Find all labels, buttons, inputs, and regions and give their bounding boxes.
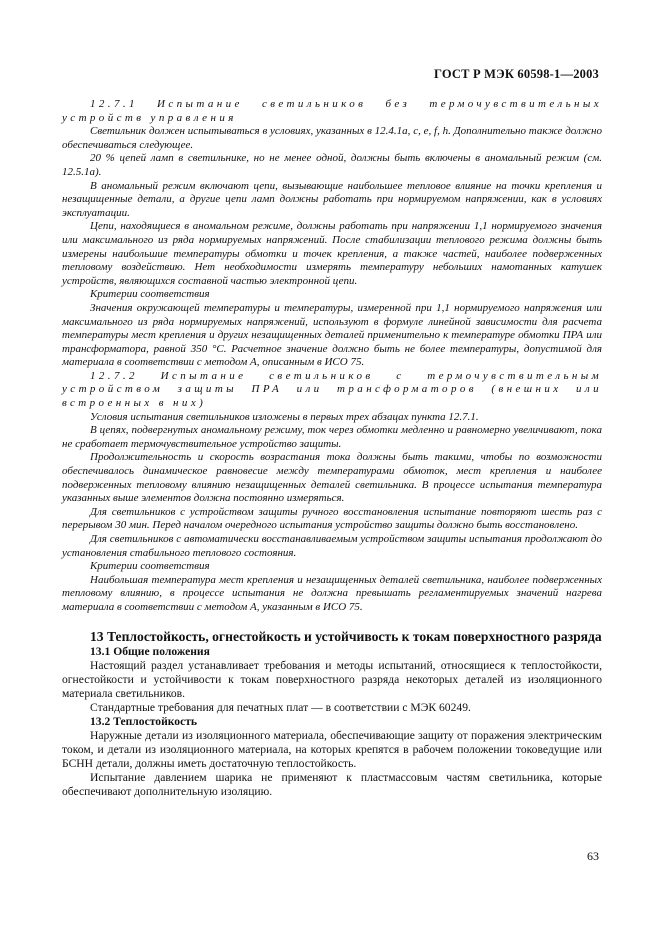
section-13-text <box>62 628 602 799</box>
paragraph: Значения окружающей температуры и температуры, измеренной при 1,1 нормируемого напряжения или максимального из ряда нормируемых напряжений, используют в формуле линейной зависимости для расчета температуры мест крепления и других незащищенных деталей применительно к температуре обмотки ПРА или трансформатора, равной 350 °С. Расчетное значение должно быть не более температуры, допустимой для материала в соответствии с методом А, описанным в ИСО 75. <box>62 301 602 369</box>
paragraph: Стандартные требования для печатных плат — в соответствии с МЭК 60249. <box>90 701 471 714</box>
subsection-13-2-heading: 13.2 Теплостойкость <box>90 715 198 728</box>
paragraph: Светильник должен испытываться в условиях, указанных в 12.4.1а, с, е, f, h. Дополнительно также должно обеспечиваться следующее. <box>62 125 602 151</box>
paragraph: Наружные детали из изоляционного материала, обеспечивающие защиту от поражения электрическим током, и детали из изоляционного материала, на которых крепятся в рабочем положении токоведущие или БСНН детали, должны иметь достаточную теплостойкость. <box>62 729 602 770</box>
paragraph: Наибольшая температура мест крепления и незащищенных деталей светильника, наиболее подверженных тепловому влиянию, в процессе испытания не должна превышать регламентируемых значений нагрева материала в соответствии с методом А, указанным в ИСО 75. <box>62 573 602 613</box>
paragraph: Цепи, находящиеся в аномальном режиме, должны работать при напряжении 1,1 нормируемого значения или максимального из ряда нормируемых напряжений. После стабилизации теплового режима должны быть измерены наибольшие температуры обмотки и точек крепления, а также частей, наиболее подверженных тепловому воздействию. Нет необходимости измерять температуру небольших намотанных катушек устройств, являющихся составной частью электронной цепи. <box>62 220 602 287</box>
paragraph: Для светильников с автоматически восстанавливаемым устройством защиты испытания продолжают до установления стабильного теплового состояния. <box>62 533 602 559</box>
paragraph: Продолжительность и скорость возрастания тока должны быть такими, чтобы по возможности обеспечивалось динамическое равновесие между температурами обмоток, мест крепления и наиболее подверженных тепловому влиянию незащищенных деталей светильника. В процессе испытания температура указанных выше элементов должна постоянно измеряться. <box>62 451 602 505</box>
document-header: ГОСТ Р МЭК 60598-1—2003 <box>434 67 599 81</box>
clause-12-7-1-heading: 12.7.1 Испытание светильников без термочувствительных устройств управления <box>62 98 602 124</box>
section-13-title: 13 Теплостойкость, огнестойкость и устойчивость к токам поверхностного разряда <box>90 629 602 644</box>
paragraph: Условия испытания светильников изложены в первых трех абзацах пункта 12.7.1. <box>90 410 479 423</box>
paragraph: Настоящий раздел устанавливает требования и методы испытаний, относящиеся к теплостойкости, огнестойкости и устойчивости к токам поверхностного разряда некоторых деталей из изоляционного материала светильников. <box>62 659 602 700</box>
paragraph: 20 % цепей ламп в светильнике, но не менее одной, должны быть включены в аномальный режим (см. 12.5.1а). <box>62 152 602 178</box>
paragraph: Испытание давлением шарика не применяют к пластмассовым частям светильника, которые обеспечивают дополнительную изоляцию. <box>62 771 602 798</box>
subsection-13-1-heading: 13.1 Общие положения <box>90 645 210 658</box>
clause-12-7-2-heading: 12.7.2 Испытание светильников с термочувствительным устройством защиты ПРА или трансформаторов (внешних или встроенных в них) <box>62 369 602 410</box>
compliance-criteria-label: Критерии соответствия <box>90 288 210 301</box>
compliance-criteria-label: Критерии соответствия <box>90 560 210 573</box>
paragraph: В аномальный режим включают цепи, вызывающие наибольшее тепловое влияние на точки крепления и незащищенные детали, а другие цепи ламп должны работать при нормируемом напряжении, как в условиях эксплуатации. <box>62 179 602 219</box>
section-12-7-text <box>62 98 602 615</box>
paragraph: В цепях, подвергнутых аномальному режиму, ток через обмотки медленно и равномерно увеличивают, пока не сработает термочувствительное устройство защиты. <box>62 424 602 450</box>
paragraph: Для светильников с устройством защиты ручного восстановления испытание повторяют шесть раз с перерывом 30 мин. Перед началом очередного испытания устройство защиты должно быть восстановлено. <box>62 505 602 532</box>
page-number: 63 <box>587 849 599 863</box>
